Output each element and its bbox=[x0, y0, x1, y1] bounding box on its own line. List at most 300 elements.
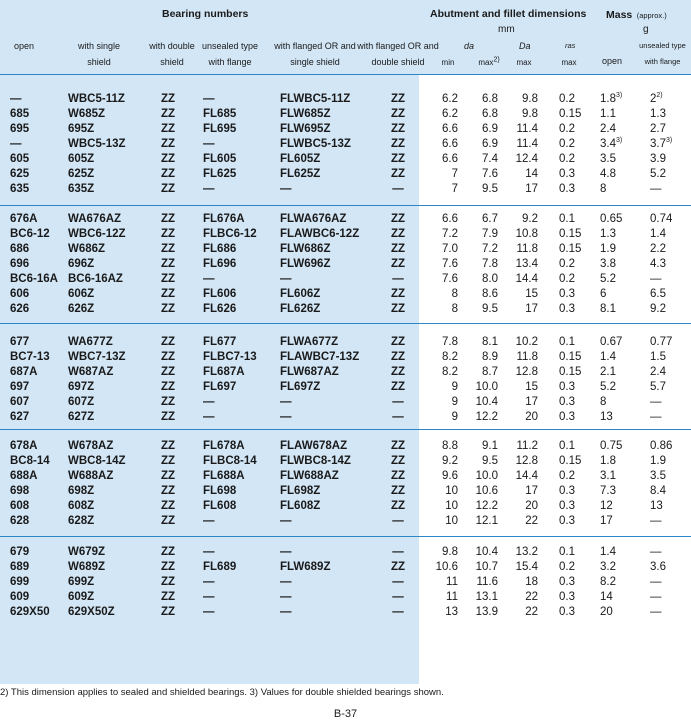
cell-da-max-value: 7.9 bbox=[482, 228, 498, 240]
cell-da-min bbox=[430, 591, 458, 604]
cell-flanged-double bbox=[386, 470, 410, 483]
cell-open-value: 677 bbox=[10, 336, 30, 348]
cell-single-shield-value: WBC8-14Z bbox=[68, 455, 126, 467]
cell-da-min-value: 10 bbox=[445, 500, 458, 512]
cell-mass-open-value: 5.2 bbox=[600, 273, 616, 285]
cell-mass-flange bbox=[650, 108, 690, 121]
cell-open bbox=[10, 411, 62, 424]
cell-unsealed-flange-value: — bbox=[203, 591, 215, 603]
cell-ras-max bbox=[559, 123, 599, 136]
cell-double-shield bbox=[156, 396, 180, 409]
cell-mass-open-value: 0.75 bbox=[600, 440, 623, 452]
cell-flanged-single bbox=[280, 213, 376, 226]
cell-da-max bbox=[470, 153, 498, 166]
cell-flanged-double bbox=[386, 168, 410, 181]
cell-Da-max-value: 17 bbox=[525, 396, 538, 408]
cell-flanged-single-value: FLAWBC6-12Z bbox=[280, 228, 360, 240]
cell-mass-open bbox=[600, 606, 640, 619]
cell-open bbox=[10, 396, 62, 409]
cell-flanged-double bbox=[386, 351, 410, 364]
cell-double-shield bbox=[156, 591, 180, 604]
cell-Da-max-value: 22 bbox=[525, 606, 538, 618]
cell-unsealed-flange bbox=[203, 108, 273, 121]
cell-flanged-single-value: FLAW678AZ bbox=[280, 440, 348, 452]
cell-open bbox=[10, 546, 62, 559]
cell-da-min bbox=[430, 123, 458, 136]
cell-flanged-single-value: FL625Z bbox=[280, 168, 321, 180]
cell-unsealed-flange bbox=[203, 123, 273, 136]
cell-Da-max-value: 20 bbox=[525, 411, 538, 423]
cell-double-shield-value: ZZ bbox=[160, 515, 176, 527]
cell-single-shield-value: 609Z bbox=[68, 591, 95, 603]
cell-flanged-double-value: ZZ bbox=[390, 168, 406, 180]
cell-mass-flange bbox=[650, 288, 690, 301]
cell-flanged-single bbox=[280, 258, 376, 271]
cell-mass-open bbox=[600, 411, 640, 424]
cell-open bbox=[10, 485, 62, 498]
cell-da-max bbox=[470, 168, 498, 181]
cell-da-max bbox=[470, 500, 498, 513]
cell-flanged-double-value: — bbox=[392, 273, 404, 285]
cell-mass-open-value: 13 bbox=[600, 411, 613, 423]
cell-double-shield bbox=[156, 411, 180, 424]
cell-flanged-single-value: — bbox=[280, 396, 292, 408]
cell-mass-open bbox=[600, 440, 640, 453]
cell-flanged-double bbox=[386, 153, 410, 166]
cell-mass-flange bbox=[650, 366, 690, 379]
cell-double-shield-value: ZZ bbox=[160, 591, 176, 603]
cell-Da-max bbox=[508, 470, 538, 483]
header-unsealed-flange-l2: with flange bbox=[208, 57, 252, 67]
cell-flanged-single-value: FL698Z bbox=[280, 485, 321, 497]
cell-mass-open-value: 7.3 bbox=[600, 485, 616, 497]
cell-da-max-value: 11.6 bbox=[476, 576, 498, 588]
cell-mass-flange bbox=[650, 455, 690, 468]
cell-mass-open bbox=[600, 213, 640, 226]
cell-da-min bbox=[430, 515, 458, 528]
cell-flanged-single bbox=[280, 183, 376, 196]
cell-open-value: 626 bbox=[10, 303, 30, 315]
cell-mass-flange-value: 0.77 bbox=[650, 336, 673, 348]
cell-unsealed-flange-value: FL676A bbox=[203, 213, 245, 225]
cell-single-shield-value: 607Z bbox=[68, 396, 95, 408]
cell-mass-open bbox=[600, 273, 640, 286]
cell-da-min bbox=[430, 351, 458, 364]
cell-unsealed-flange-value: FL685 bbox=[203, 108, 237, 120]
cell-da-max bbox=[470, 606, 498, 619]
cell-Da-max-value: 11.2 bbox=[516, 440, 538, 452]
cell-mass-open-value: 17 bbox=[600, 515, 613, 527]
cell-flanged-double-value: ZZ bbox=[390, 243, 406, 255]
cell-da-min bbox=[430, 500, 458, 513]
cell-unsealed-flange bbox=[203, 228, 273, 241]
cell-Da-max bbox=[508, 576, 538, 589]
cell-flanged-single bbox=[280, 485, 376, 498]
cell-mass-open-value: 1.4 bbox=[600, 546, 616, 558]
cell-open-value: 689 bbox=[10, 561, 30, 573]
cell-flanged-single bbox=[280, 108, 376, 121]
cell-open-value: 696 bbox=[10, 258, 30, 270]
cell-ras-max bbox=[559, 366, 599, 379]
cell-ras-max bbox=[559, 576, 599, 589]
cell-double-shield-value: ZZ bbox=[160, 411, 176, 423]
cell-mass-flange bbox=[650, 168, 690, 181]
cell-open-value: 699 bbox=[10, 576, 30, 588]
cell-da-min-value: 9 bbox=[451, 381, 458, 393]
cell-Da-max-value: 14 bbox=[525, 168, 538, 180]
cell-flanged-double-value: — bbox=[392, 546, 404, 558]
cell-double-shield-value: ZZ bbox=[160, 153, 176, 165]
cell-flanged-single bbox=[280, 396, 376, 409]
cell-double-shield bbox=[156, 258, 180, 271]
cell-open bbox=[10, 168, 62, 181]
cell-unsealed-flange bbox=[203, 591, 273, 604]
cell-double-shield-value: ZZ bbox=[160, 138, 176, 150]
cell-Da-max bbox=[508, 396, 538, 409]
cell-unsealed-flange bbox=[203, 561, 273, 574]
table-row bbox=[0, 257, 691, 272]
header-da-min: min bbox=[441, 58, 455, 67]
cell-ras-max bbox=[559, 138, 599, 151]
cell-single-shield bbox=[68, 273, 148, 286]
cell-double-shield bbox=[156, 576, 180, 589]
cell-single-shield-value: 606Z bbox=[68, 288, 95, 300]
cell-flanged-double bbox=[386, 183, 410, 196]
cell-flanged-single-value: FLWBC8-14Z bbox=[280, 455, 351, 467]
cell-da-min-value: 10 bbox=[445, 515, 458, 527]
cell-da-max-value: 7.8 bbox=[482, 258, 498, 270]
cell-ras-max-value: 0.1 bbox=[559, 546, 575, 558]
cell-mass-open bbox=[600, 258, 640, 271]
cell-single-shield-value: 629X50Z bbox=[68, 606, 115, 618]
cell-Da-max-value: 13.2 bbox=[515, 546, 538, 558]
cell-Da-max bbox=[508, 138, 538, 151]
cell-double-shield bbox=[156, 546, 180, 559]
cell-unsealed-flange-value: FL606 bbox=[203, 288, 237, 300]
cell-ras-max bbox=[559, 561, 599, 574]
cell-single-shield-value: WA676AZ bbox=[68, 213, 122, 225]
header-mass-open: open bbox=[601, 56, 623, 66]
cell-da-min bbox=[430, 183, 458, 196]
cell-mass-flange-value: 0.74 bbox=[650, 213, 673, 225]
cell-double-shield bbox=[156, 381, 180, 394]
cell-da-min bbox=[430, 213, 458, 226]
cell-double-shield-value: ZZ bbox=[160, 243, 176, 255]
cell-unsealed-flange bbox=[203, 351, 273, 364]
cell-da-min-value: 9.6 bbox=[442, 470, 458, 482]
cell-mass-open bbox=[600, 243, 640, 256]
cell-flanged-double bbox=[386, 546, 410, 559]
cell-flanged-single bbox=[280, 336, 376, 349]
cell-mass-open-value: 8.1 bbox=[600, 303, 616, 315]
header-double-shield-l2: shield bbox=[160, 57, 184, 67]
cell-flanged-single bbox=[280, 303, 376, 316]
cell-flanged-double bbox=[386, 273, 410, 286]
cell-Da-max-value: 18 bbox=[525, 576, 538, 588]
cell-Da-max bbox=[508, 515, 538, 528]
cell-double-shield-value: ZZ bbox=[160, 576, 176, 588]
cell-open bbox=[10, 138, 62, 151]
cell-double-shield bbox=[156, 273, 180, 286]
cell-da-min bbox=[430, 153, 458, 166]
cell-da-max bbox=[470, 288, 498, 301]
cell-Da-max-value: 15.4 bbox=[515, 561, 538, 573]
cell-mass-flange-value: — bbox=[650, 183, 662, 195]
cell-unsealed-flange bbox=[203, 258, 273, 271]
cell-mass-open-value: 0.67 bbox=[600, 336, 623, 348]
cell-ras-max-value: 0.3 bbox=[559, 168, 575, 180]
cell-single-shield bbox=[68, 485, 148, 498]
cell-ras-max bbox=[559, 500, 599, 513]
cell-open-value: 629X50 bbox=[10, 606, 50, 618]
cell-ras-max bbox=[559, 485, 599, 498]
cell-ras-max bbox=[559, 336, 599, 349]
cell-mass-open-note: 3) bbox=[616, 92, 623, 100]
cell-unsealed-flange bbox=[203, 303, 273, 316]
cell-flanged-double-value: ZZ bbox=[390, 366, 406, 378]
cell-mass-flange-value: 2.4 bbox=[650, 366, 666, 378]
cell-unsealed-flange bbox=[203, 411, 273, 424]
cell-single-shield bbox=[68, 213, 148, 226]
cell-open bbox=[10, 576, 62, 589]
cell-mass-flange bbox=[650, 396, 690, 409]
cell-da-max-value: 13.9 bbox=[475, 606, 498, 618]
cell-unsealed-flange-value: — bbox=[203, 183, 215, 195]
cell-double-shield bbox=[156, 93, 180, 106]
cell-da-max-value: 10.0 bbox=[475, 470, 498, 482]
cell-mass-open bbox=[600, 228, 640, 241]
cell-mass-flange-value: — bbox=[650, 606, 662, 618]
cell-mass-flange bbox=[650, 591, 690, 604]
cell-mass-flange-value: 2.2 bbox=[650, 243, 666, 255]
table-row bbox=[0, 454, 691, 469]
cell-double-shield bbox=[156, 168, 180, 181]
cell-mass-open-value: 8 bbox=[600, 396, 607, 408]
cell-mass-flange-value: 3.6 bbox=[650, 561, 666, 573]
cell-open-value: 685 bbox=[10, 108, 30, 120]
cell-flanged-single-value: FL697Z bbox=[280, 381, 321, 393]
table-row bbox=[0, 499, 691, 514]
cell-da-max bbox=[470, 576, 498, 589]
table-row bbox=[0, 350, 691, 365]
cell-double-shield bbox=[156, 440, 180, 453]
cell-flanged-double-value: ZZ bbox=[390, 108, 406, 120]
cell-Da-max-value: 10.8 bbox=[515, 228, 538, 240]
cell-mass-flange-value: — bbox=[650, 591, 662, 603]
cell-da-min-value: 8.2 bbox=[442, 351, 458, 363]
header-flanged-single-l2: single shield bbox=[290, 57, 340, 67]
header-unsealed-flange-l1: unsealed type bbox=[201, 41, 259, 51]
cell-flanged-double-value: ZZ bbox=[390, 123, 406, 135]
cell-unsealed-flange-value: FL626 bbox=[203, 303, 237, 315]
cell-da-max bbox=[470, 93, 498, 106]
cell-mass-open bbox=[600, 336, 640, 349]
cell-open bbox=[10, 273, 62, 286]
cell-flanged-double bbox=[386, 485, 410, 498]
cell-single-shield-value: WBC7-13Z bbox=[68, 351, 126, 363]
cell-double-shield-value: ZZ bbox=[160, 273, 176, 285]
header-g-unit: g bbox=[643, 24, 649, 35]
table-row bbox=[0, 302, 691, 317]
cell-flanged-double bbox=[386, 123, 410, 136]
cell-da-min-value: 9.2 bbox=[442, 455, 458, 467]
cell-da-min-value: 7 bbox=[451, 183, 458, 195]
cell-ras-max-value: 0.2 bbox=[559, 153, 575, 165]
cell-single-shield bbox=[68, 336, 148, 349]
cell-single-shield-value: 695Z bbox=[68, 123, 95, 135]
cell-flanged-single bbox=[280, 288, 376, 301]
cell-da-min bbox=[430, 396, 458, 409]
cell-ras-max bbox=[559, 303, 599, 316]
cell-mass-flange-value: 2.7 bbox=[650, 123, 666, 135]
cell-ras-max-value: 0.2 bbox=[559, 138, 575, 150]
cell-flanged-double-value: — bbox=[392, 606, 404, 618]
cell-Da-max-value: 11.8 bbox=[516, 243, 538, 255]
cell-flanged-double-value: ZZ bbox=[390, 153, 406, 165]
cell-da-max bbox=[470, 470, 498, 483]
cell-double-shield-value: ZZ bbox=[160, 303, 176, 315]
cell-Da-max bbox=[508, 440, 538, 453]
cell-open bbox=[10, 183, 62, 196]
header-Da-max: max bbox=[516, 58, 532, 67]
header-flanged-double-l1: with flanged OR and bbox=[357, 41, 439, 51]
cell-unsealed-flange-value: FL688A bbox=[203, 470, 245, 482]
table-row bbox=[0, 395, 691, 410]
cell-mass-flange bbox=[650, 351, 690, 364]
cell-open bbox=[10, 153, 62, 166]
cell-open-value: 605 bbox=[10, 153, 30, 165]
cell-flanged-single bbox=[280, 273, 376, 286]
cell-da-min-value: 7 bbox=[451, 168, 458, 180]
cell-open bbox=[10, 500, 62, 513]
cell-mass-open bbox=[600, 123, 640, 136]
cell-mass-open bbox=[600, 485, 640, 498]
cell-da-max-value: 12.2 bbox=[475, 500, 498, 512]
cell-da-max bbox=[470, 396, 498, 409]
cell-Da-max bbox=[508, 351, 538, 364]
cell-mass-open-value: 2.1 bbox=[600, 366, 616, 378]
cell-da-min bbox=[430, 303, 458, 316]
group-divider-4 bbox=[0, 536, 691, 537]
cell-ras-max-value: 0.3 bbox=[559, 515, 575, 527]
cell-mass-flange bbox=[650, 183, 690, 196]
cell-flanged-double-value: ZZ bbox=[390, 455, 406, 467]
cell-mass-flange bbox=[650, 123, 690, 136]
cell-double-shield bbox=[156, 228, 180, 241]
header-unsealed-flange bbox=[198, 38, 262, 70]
table-row bbox=[0, 410, 691, 425]
cell-unsealed-flange-value: FL608 bbox=[203, 500, 237, 512]
cell-da-min-value: 8.8 bbox=[442, 440, 458, 452]
cell-mass-open-value: 1.8 bbox=[600, 455, 616, 467]
cell-open bbox=[10, 366, 62, 379]
cell-da-max-value: 6.7 bbox=[482, 213, 498, 225]
cell-mass-open bbox=[600, 183, 640, 196]
cell-mass-open-value: 5.2 bbox=[600, 381, 616, 393]
cell-flanged-single bbox=[280, 168, 376, 181]
cell-double-shield-value: ZZ bbox=[160, 168, 176, 180]
cell-ras-max-value: 0.3 bbox=[559, 411, 575, 423]
cell-Da-max bbox=[508, 93, 538, 106]
cell-double-shield bbox=[156, 288, 180, 301]
cell-da-min bbox=[430, 336, 458, 349]
cell-mass-flange-value: 1.5 bbox=[650, 351, 666, 363]
cell-mass-flange bbox=[650, 546, 690, 559]
cell-unsealed-flange-value: — bbox=[203, 396, 215, 408]
table-row bbox=[0, 212, 691, 227]
cell-single-shield bbox=[68, 153, 148, 166]
cell-ras-max bbox=[559, 168, 599, 181]
cell-double-shield-value: ZZ bbox=[160, 366, 176, 378]
cell-flanged-single bbox=[280, 515, 376, 528]
cell-unsealed-flange-value: FL687A bbox=[203, 366, 245, 378]
cell-open-value: 628 bbox=[10, 515, 30, 527]
cell-da-max bbox=[470, 351, 498, 364]
group-divider-2 bbox=[0, 323, 691, 324]
cell-open-value: 607 bbox=[10, 396, 30, 408]
cell-mass-open bbox=[600, 500, 640, 513]
cell-ras-max-value: 0.2 bbox=[559, 93, 575, 105]
cell-da-min-value: 8.2 bbox=[442, 366, 458, 378]
cell-mass-open-note: 3) bbox=[616, 137, 623, 145]
cell-single-shield bbox=[68, 93, 148, 106]
cell-Da-max bbox=[508, 411, 538, 424]
cell-unsealed-flange bbox=[203, 93, 273, 106]
cell-open bbox=[10, 336, 62, 349]
cell-mass-flange bbox=[650, 93, 690, 106]
cell-unsealed-flange-value: FL686 bbox=[203, 243, 237, 255]
cell-flanged-single bbox=[280, 123, 376, 136]
cell-open-value: 697 bbox=[10, 381, 30, 393]
cell-ras-max bbox=[559, 108, 599, 121]
cell-single-shield-value: 605Z bbox=[68, 153, 95, 165]
cell-double-shield-value: ZZ bbox=[160, 606, 176, 618]
cell-open bbox=[10, 108, 62, 121]
cell-single-shield-value: 698Z bbox=[68, 485, 95, 497]
cell-ras-max bbox=[559, 273, 599, 286]
cell-ras-max-value: 0.3 bbox=[559, 500, 575, 512]
cell-da-min bbox=[430, 258, 458, 271]
table-row bbox=[0, 272, 691, 287]
cell-da-max-value: 8.7 bbox=[482, 366, 498, 378]
cell-Da-max bbox=[508, 485, 538, 498]
cell-da-min bbox=[430, 440, 458, 453]
cell-single-shield-value: W687AZ bbox=[68, 366, 114, 378]
cell-open bbox=[10, 455, 62, 468]
cell-open bbox=[10, 228, 62, 241]
cell-da-max bbox=[470, 485, 498, 498]
cell-open bbox=[10, 440, 62, 453]
table-row bbox=[0, 575, 691, 590]
header-single-shield-l2: shield bbox=[87, 57, 111, 67]
cell-ras-max-value: 0.3 bbox=[559, 606, 575, 618]
header-mm-unit: mm bbox=[498, 24, 515, 35]
cell-mass-open bbox=[600, 396, 640, 409]
cell-flanged-single bbox=[280, 153, 376, 166]
cell-single-shield bbox=[68, 168, 148, 181]
cell-flanged-single-value: FLW685Z bbox=[280, 108, 331, 120]
cell-mass-flange bbox=[650, 213, 690, 226]
cell-mass-flange-value: 0.86 bbox=[650, 440, 673, 452]
cell-ras-max bbox=[559, 606, 599, 619]
cell-single-shield-value: WBC5-11Z bbox=[68, 93, 125, 105]
cell-flanged-single bbox=[280, 93, 376, 106]
cell-double-shield bbox=[156, 470, 180, 483]
cell-flanged-double bbox=[386, 108, 410, 121]
cell-unsealed-flange bbox=[203, 470, 273, 483]
cell-mass-open bbox=[600, 515, 640, 528]
cell-da-max bbox=[470, 138, 498, 151]
